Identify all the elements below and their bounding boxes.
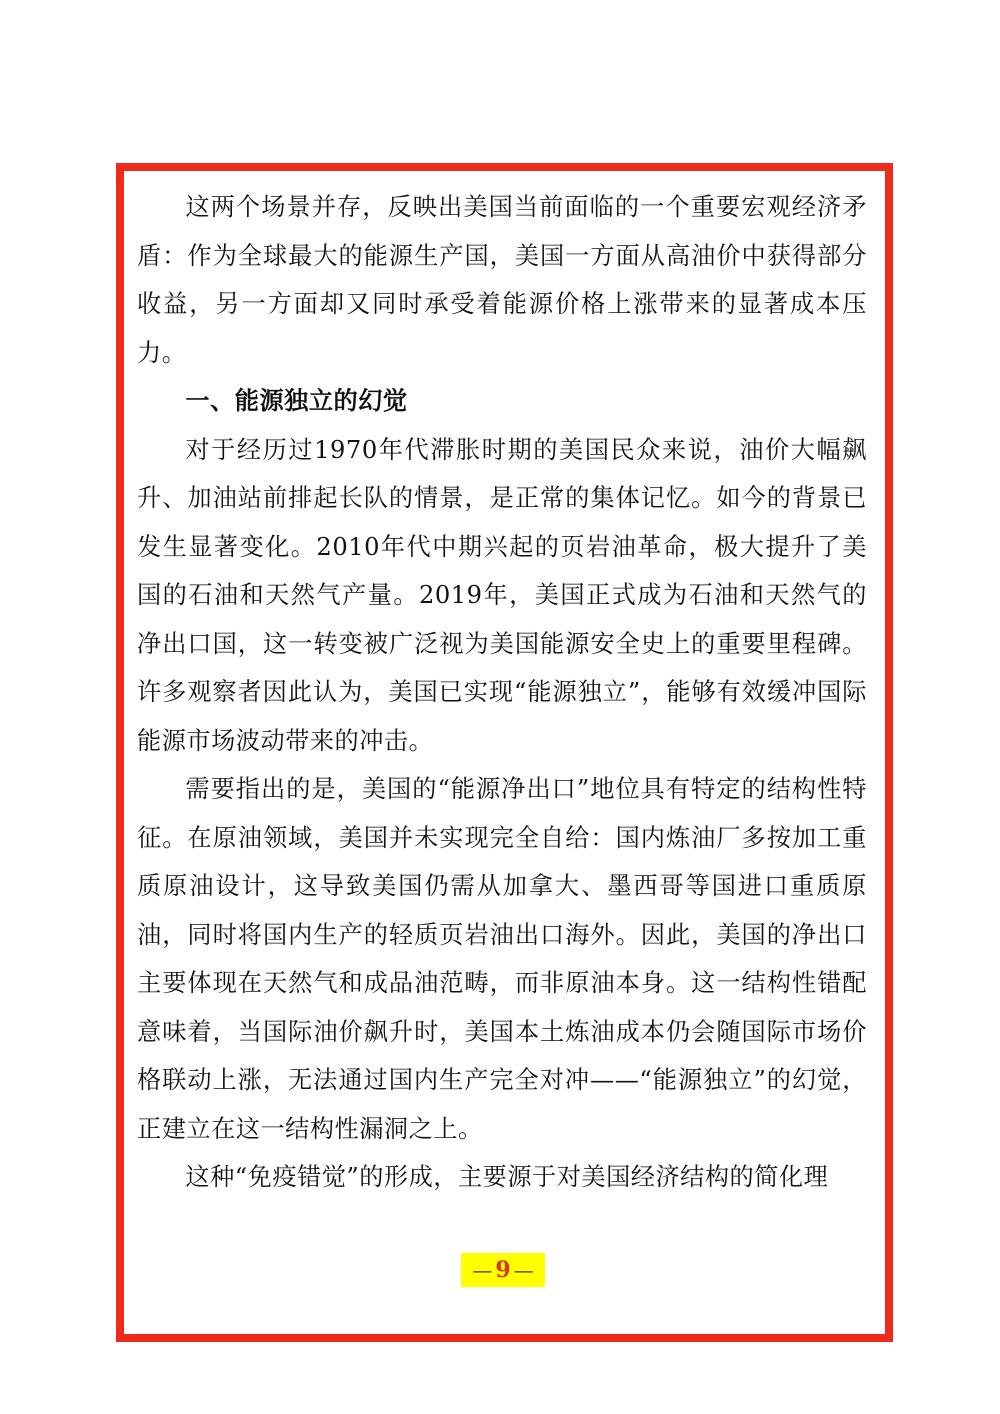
paragraph-illusion: 这种“免疫错觉”的形成，主要源于对美国经济结构的简化理 xyxy=(185,1163,829,1191)
document-body xyxy=(137,183,867,1202)
page-number-dash-left: — xyxy=(472,1258,493,1282)
section-heading: 一、能源独立的幻觉 xyxy=(185,387,408,415)
page-number-badge xyxy=(461,1253,545,1287)
paragraph-history: 对于经历过1970年代滞胀时期的美国民众来说，油价大幅飙升、加油站前排起长队的情景，是正常的集体记忆。如今的背景已发生显著变化。2010年代中期兴起的页岩油革命，极大提升了美国的石油和天然气产量。2019年，美国正式成为石油和天然气的净出口国，这一转变被广泛视为美国能源安全史上的重要里程碑。许多观察者因此认为，美国已实现“能源独立”，能够有效缓冲国际能源市场波动带来的冲击。 xyxy=(137,435,867,755)
page-number-dash-right: — xyxy=(513,1258,534,1282)
paragraph-structure: 需要指出的是，美国的“能源净出口”地位具有特定的结构性特征。在原油领域，美国并未实现完全自给：国内炼油厂多按加工重质原油设计，这导致美国仍需从加拿大、墨西哥等国进口重质原油，同时将国内生产的轻质页岩油出口海外。因此，美国的净出口主要体现在天然气和成品油范畴，而非原油本身。这一结构性错配意味着，当国际油价飙升时，美国本土炼油成本仍会随国际市场价格联动上涨，无法通过国内生产完全对冲——“能源独立”的幻觉，正建立在这一结构性漏洞之上。 xyxy=(137,775,867,1143)
page-number: 9 xyxy=(495,1257,511,1283)
paragraph-intro: 这两个场景并存，反映出美国当前面临的一个重要宏观经济矛盾：作为全球最大的能源生产国，美国一方面从高油价中获得部分收益，另一方面却又同时承受着能源价格上涨带来的显著成本压力。 xyxy=(137,193,867,367)
